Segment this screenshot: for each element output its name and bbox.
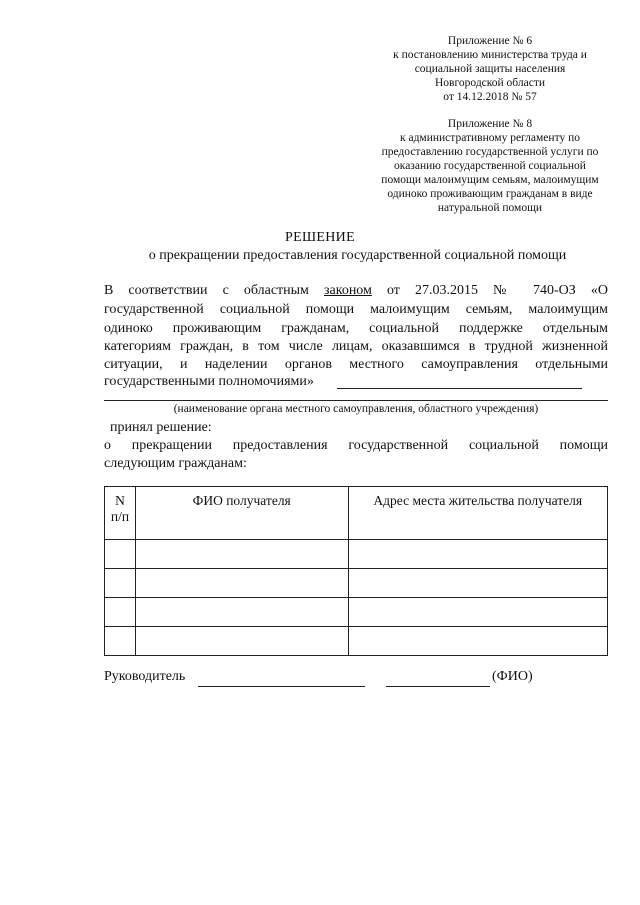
- org-fill-line-1[interactable]: [337, 388, 582, 389]
- appendix-6-line: Новгородской области: [434, 77, 545, 89]
- appendix-8-line: помощи малоимущим семьям, малоимущим: [381, 174, 599, 186]
- table-row: [105, 627, 608, 656]
- appendix-8-block: [340, 117, 640, 215]
- decision-line-2: следующим гражданам:: [104, 456, 247, 471]
- document-title: РЕШЕНИЕ: [285, 230, 355, 245]
- appendix-8-line: Приложение № 8: [447, 118, 533, 130]
- table-cell[interactable]: [105, 569, 136, 598]
- table-cell[interactable]: [348, 540, 607, 569]
- table-header-row: [105, 487, 608, 540]
- appendix-6-line: от 14.12.2018 № 57: [443, 91, 537, 103]
- appendix-8-line: оказанию государственной социальной: [394, 160, 586, 172]
- table-cell[interactable]: [348, 627, 607, 656]
- law-link[interactable]: законом: [323, 283, 372, 298]
- appendix-8-line: одиноко проживающим гражданам в виде: [387, 188, 593, 200]
- table-cell[interactable]: [135, 569, 348, 598]
- appendix-6-line: социальной защиты населения: [414, 63, 566, 75]
- body-line-3: одиноко проживающим гражданам, социальной поддержке отдельным: [104, 321, 608, 336]
- table-cell[interactable]: [135, 627, 348, 656]
- table-cell[interactable]: [105, 540, 136, 569]
- appendix-6-line: к постановлению министерства труда и: [393, 49, 587, 61]
- org-name-caption: (наименование органа местного самоуправления, областного учреждения): [173, 403, 539, 415]
- signature-label: Руководитель: [104, 669, 186, 684]
- header-number: N п/п: [105, 487, 136, 540]
- table-cell[interactable]: [135, 540, 348, 569]
- header-address: Адрес места жительства получателя: [348, 487, 607, 540]
- org-fill-line-2[interactable]: [104, 400, 608, 401]
- appendix-8-line: предоставлению государственной услуги по: [381, 146, 599, 158]
- table-row: [105, 598, 608, 627]
- decision-line-1: о прекращении предоставления государственной социальной помощи: [104, 438, 608, 453]
- table-cell[interactable]: [135, 598, 348, 627]
- body-line-4: категориям граждан, в том числе лицам, оказавшимся в трудной жизненной: [104, 339, 608, 354]
- document-subtitle: о прекращении предоставления государственной социальной помощи: [148, 248, 567, 263]
- decision-label: принял решение:: [110, 420, 212, 435]
- appendix-6-block: [340, 34, 640, 104]
- table-row: [105, 569, 608, 598]
- body-text: В соответствии с областным: [104, 283, 324, 298]
- recipients-table: [104, 486, 608, 656]
- header-fio: ФИО получателя: [135, 487, 348, 540]
- body-line-1: [104, 283, 608, 299]
- table-cell[interactable]: [348, 598, 607, 627]
- fio-fill-line[interactable]: [386, 686, 490, 687]
- table-row: [105, 540, 608, 569]
- signature-fio-label: (ФИО): [492, 669, 533, 684]
- signature-fill-line[interactable]: [198, 686, 365, 687]
- appendix-6-line: Приложение № 6: [447, 35, 533, 47]
- body-line-6: государственными полномочиями»: [104, 374, 314, 389]
- body-line-5: ситуации, и наделении органов местного самоуправления отдельными: [104, 357, 608, 372]
- appendix-8-line: к административному регламенту по: [400, 132, 580, 144]
- body-line-2: государственной социальной помощи малоимущим семьям, малоимущим: [104, 302, 608, 317]
- table-cell[interactable]: [348, 569, 607, 598]
- table-cell[interactable]: [105, 627, 136, 656]
- body-text: от 27.03.2015 № 740-ОЗ «О: [371, 283, 608, 298]
- appendix-8-line: натуральной помощи: [437, 202, 543, 214]
- table-cell[interactable]: [105, 598, 136, 627]
